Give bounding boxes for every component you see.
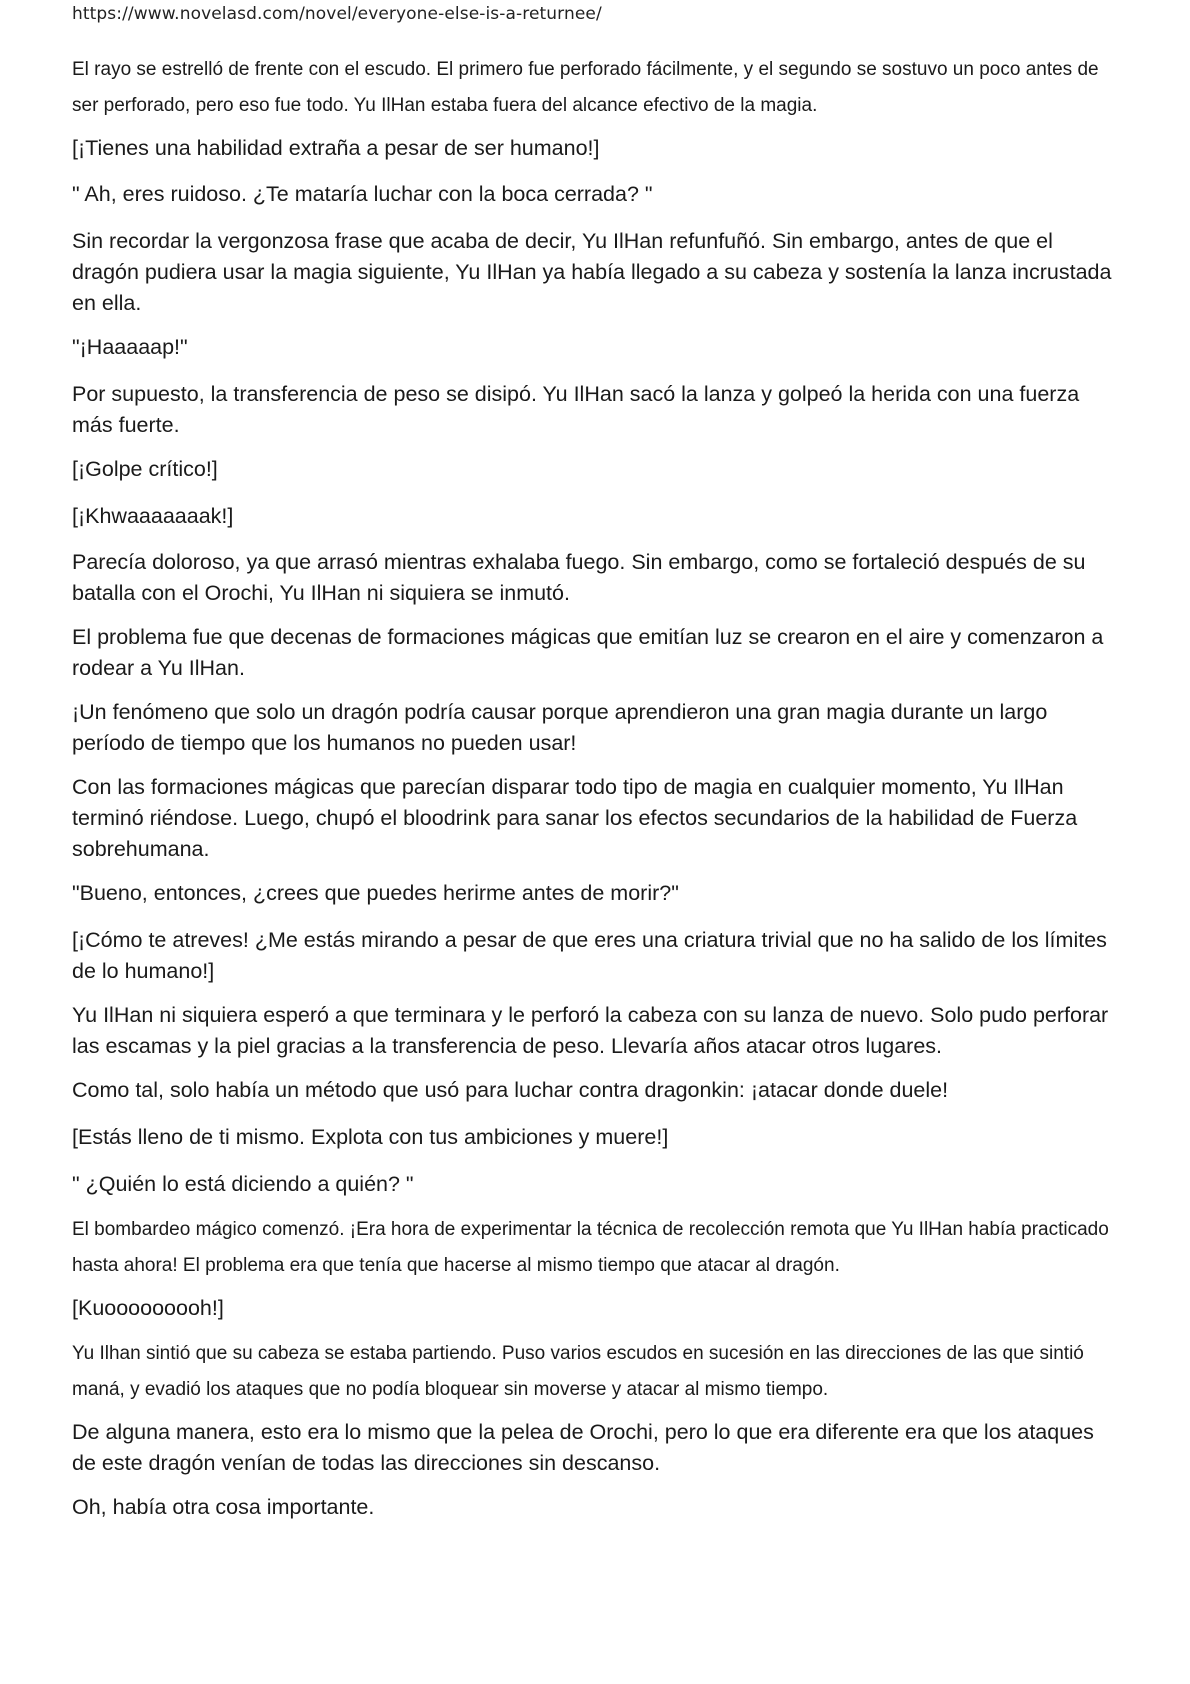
paragraph: [¡Khwaaaaaaak!] (72, 504, 234, 528)
paragraph: " Ah, eres ruidoso. ¿Te mataría luchar con la boca cerrada? " (72, 182, 653, 206)
paragraph: [Kuooooooooh!] (72, 1296, 224, 1320)
paragraph: El bombardeo mágico comenzó. ¡Era hora de experimentar la técnica de recolección remota que Yu IlHan había practicado hasta ahora! El problema era que tenía que hacerse al mismo tiempo que atacar al dragón. (72, 1219, 1109, 1276)
paragraph: Oh, había otra cosa importante. (72, 1495, 375, 1519)
paragraph: Por supuesto, la transferencia de peso se disipó. Yu IlHan sacó la lanza y golpeó la herida con una fuerza más fuerte. (72, 382, 1080, 437)
paragraph: " ¿Quién lo está diciendo a quién? " (72, 1172, 414, 1196)
paragraph: [Estás lleno de ti mismo. Explota con tus ambiciones y muere!] (72, 1125, 669, 1149)
paragraph: De alguna manera, esto era lo mismo que la pelea de Orochi, pero lo que era diferente era que los ataques de este dragón venían de todas las direcciones sin descanso. (72, 1420, 1094, 1475)
paragraph: El rayo se estrelló de frente con el escudo. El primero fue perforado fácilmente, y el segundo se sostuvo un poco antes de ser perforado, pero eso fue todo. Yu IlHan estaba fuera del alcance efectivo de la magia. (72, 59, 1099, 116)
paragraph: [¡Golpe crítico!] (72, 457, 218, 481)
paragraph: Como tal, solo había un método que usó para luchar contra dragonkin: ¡atacar donde duele! (72, 1078, 949, 1102)
paragraph: Yu Ilhan sintió que su cabeza se estaba partiendo. Puso varios escudos en sucesión en las direcciones de las que sintió maná, y evadió los ataques que no podía bloquear sin moverse y atacar al mismo tiempo. (72, 1343, 1084, 1400)
paragraph: [¡Tienes una habilidad extraña a pesar de ser humano!] (72, 136, 600, 160)
page-url: https://www.novelasd.com/novel/everyone-else-is-a-returnee/ (72, 4, 602, 24)
document-body (72, 52, 1112, 1523)
paragraph: Sin recordar la vergonzosa frase que acaba de decir, Yu IlHan refunfuñó. Sin embargo, antes de que el dragón pudiera usar la magia siguiente, Yu IlHan ya había llegado a su cabeza y sostenía la lanza incrustada en ella. (72, 229, 1112, 315)
paragraph: El problema fue que decenas de formaciones mágicas que emitían luz se crearon en el aire y comenzaron a rodear a Yu IlHan. (72, 625, 1104, 680)
paragraph: Parecía doloroso, ya que arrasó mientras exhalaba fuego. Sin embargo, como se fortaleció después de su batalla con el Orochi, Yu IlHan ni siquiera se inmutó. (72, 550, 1086, 605)
paragraph: Yu IlHan ni siquiera esperó a que terminara y le perforó la cabeza con su lanza de nuevo. Solo pudo perforar las escamas y la piel gracias a la transferencia de peso. Llevaría años atacar otros lugares. (72, 1003, 1109, 1058)
paragraph: [¡Cómo te atreves! ¿Me estás mirando a pesar de que eres una criatura trivial que no ha salido de los límites de lo humano!] (72, 928, 1107, 983)
paragraph: "¡Haaaaap!" (72, 335, 188, 359)
paragraph: Con las formaciones mágicas que parecían disparar todo tipo de magia en cualquier momento, Yu IlHan terminó riéndose. Luego, chupó el bloodrink para sanar los efectos secundarios de la habilidad de Fuerza sobrehumana. (72, 775, 1078, 861)
paragraph: "Bueno, entonces, ¿crees que puedes herirme antes de morir?" (72, 881, 679, 905)
paragraph: ¡Un fenómeno que solo un dragón podría causar porque aprendieron una gran magia durante un largo período de tiempo que los humanos no pueden usar! (72, 700, 1048, 755)
